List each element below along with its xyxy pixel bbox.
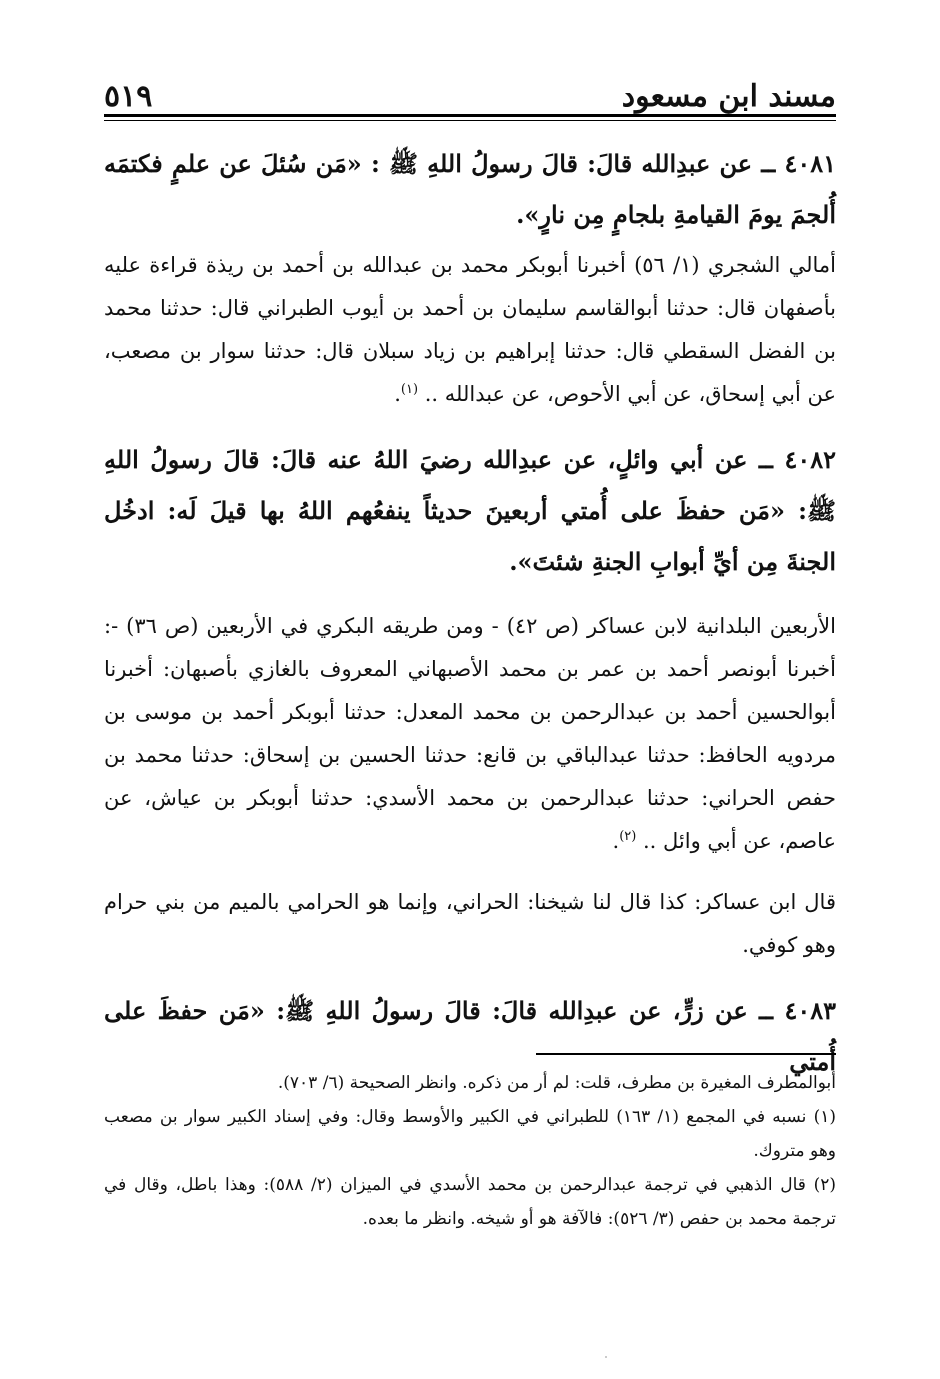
running-title: مسند ابن مسعود (621, 79, 836, 114)
footnote-1: (١) نسبه في المجمع (١/ ١٦٣) للطبراني في الكبير والأوسط وقال: وفي إسناد الكبير سوار بن مصعب وهو متروك. (104, 1107, 836, 1161)
page-number: ٥١٩ (104, 79, 153, 114)
footnote-ref-1[interactable]: (١) (400, 382, 419, 397)
header-rule (104, 114, 836, 117)
hadith-4081: ٤٠٨١ ــ عن عبدِالله قالَ: قالَ رسولُ اللهِ ﷺ : «مَن سُئلَ عن علمٍ فكتمَه أُلجمَ يومَ القيامةِ بلجامٍ مِن نارٍ». (104, 149, 836, 229)
hadith-4083: ٤٠٨٣ ــ عن زرٍّ، عن عبدِالله قالَ: قالَ رسولُ اللهِ ﷺ: «مَن حفظَ على أُمتي (104, 996, 836, 1076)
source-4081-text: أمالي الشجري (١/ ٥٦) أخبرنا أبوبكر محمد بن عبدالله بن أحمد بن ريذة قراءة عليه بأصفهان قال: حدثنا أبوالقاسم سليمان بن أحمد بن أيوب الطبراني قال: حدثنا محمد بن الفضل السقطي قال: حدثنا إبراهيم بن زياد سبلان قال: حدثنا سوار بن مصعب، عن أبي إسحاق، عن أبي الأحوص، عن عبدالله .. (104, 253, 836, 406)
main-text (104, 138, 836, 1087)
page-header (104, 78, 836, 114)
footnote-2: (٢) قال الذهبي في ترجمة عبدالرحمن بن محمد الأسدي في الميزان (٢/ ٥٨٨): وهذا باطل، وقال في ترجمة محمد بن حفص (٣/ ٥٢٦): فالآفة هو أو شيخه. وانظر ما بعده. (104, 1175, 836, 1229)
source-4081: أمالي الشجري (١/ ٥٦) أخبرنا أبوبكر محمد بن عبدالله بن أحمد بن ريذة قراءة عليه بأصفهان قال: حدثنا أبوالقاسم سليمان بن أحمد بن أيوب الطبراني قال: حدثنا محمد بن الفضل السقطي قال: حدثنا إبراهيم بن زياد سبلان قال: حدثنا سوار بن مصعب، عن أبي إسحاق، عن أبي الأحوص، عن عبدالله .. $^{(١)}$. (104, 253, 836, 406)
scan-speck (605, 1356, 607, 1358)
source-4082-text: الأربعين البلدانية لابن عساكر (ص ٤٢) - ومن طريقه البكري في الأربعين (ص ٣٦) -: أخبرنا أبونصر أحمد بن عمر بن محمد الأصبهاني المعروف بالغازي بأصبهان: أخبرنا أبوالحسين أحمد بن عبدالرحمن بن محمد المعدل: حدثنا أبوبكر أحمد بن موسى بن مردويه الحافظ: حدثنا عبدالباقي بن قانع: حدثنا الحسين بن إسحاق: حدثنا محمد بن حفص الحراني: حدثنا عبدالرحمن بن محمد الأسدي: حدثنا أبوبكر بن عياش، عن عاصم، عن أبي وائل .. (104, 614, 836, 853)
source-4082: الأربعين البلدانية لابن عساكر (ص ٤٢) - ومن طريقه البكري في الأربعين (ص ٣٦) -: أخبرنا أبونصر أحمد بن عمر بن محمد الأصبهاني المعروف بالغازي بأصبهان: أخبرنا أبوالحسين أحمد بن عبدالرحمن بن محمد المعدل: حدثنا أبوبكر أحمد بن موسى بن مردويه الحافظ: حدثنا عبدالباقي بن قانع: حدثنا الحسين بن إسحاق: حدثنا محمد بن حفص الحراني: حدثنا عبدالرحمن بن محمد الأسدي: حدثنا أبوبكر بن عياش، عن عاصم، عن أبي وائل .. $^{(٢)}$. (104, 614, 836, 853)
footnote-carryover: أبوالمطرف المغيرة بن مطرف، قلت: لم أر من ذكره. وانظر الصحيحة (٦/ ٧٠٣). (277, 1073, 836, 1093)
header-rule-thin (104, 120, 836, 121)
footnote-separator (536, 1053, 836, 1055)
footnote-ref-2[interactable]: (٢) (619, 829, 637, 844)
hadith-4082: ٤٠٨٢ ــ عن أبي وائلٍ، عن عبدِالله رضيَ اللهُ عنه قالَ: قالَ رسولُ اللهِ ﷺ: «مَن حفظَ على أُمتي أربعينَ حديثاً ينفعُهم اللهُ بها قيلَ لَه: ادخُل الجنةَ مِن أيِّ أبوابِ الجنةِ شئتَ». (104, 445, 836, 576)
footnotes (104, 1066, 836, 1236)
note-ibn-asakir: قال ابن عساكر: كذا قال لنا شيخنا: الحراني، وإنما هو الحرامي بالميم من بني حرام وهو كوفي. (104, 890, 836, 957)
